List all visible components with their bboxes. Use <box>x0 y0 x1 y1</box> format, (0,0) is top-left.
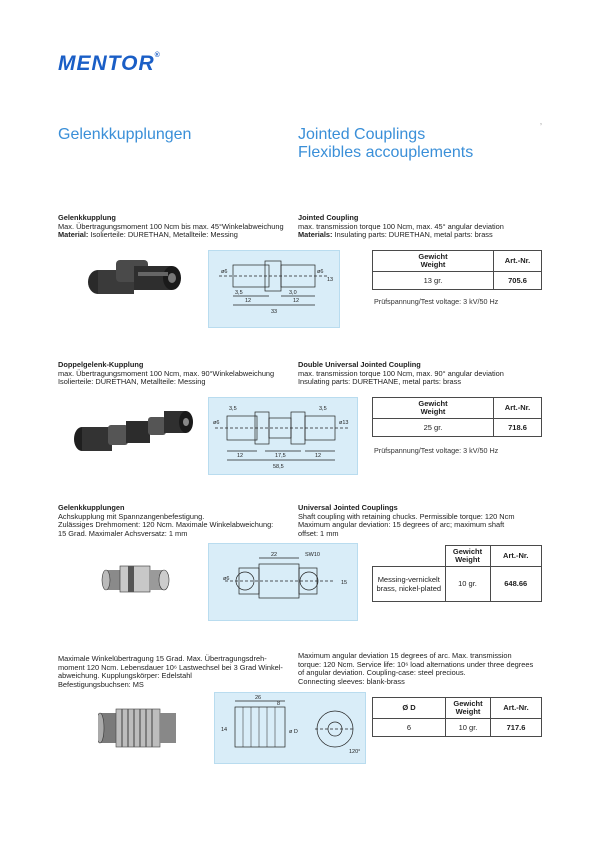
section4-art-header: Art.-Nr. <box>491 698 542 719</box>
section3-text-de <box>58 504 294 538</box>
section1-en-line2 <box>298 231 538 240</box>
section3-dim-height: 15 <box>341 580 348 586</box>
section2-en-line1: max. transmission torque 100 Ncm, max. 90° angular deviation <box>298 368 504 378</box>
section2-diagram <box>208 397 358 475</box>
section3-en-line2: Maximum angular deviation: 15 degrees of arc; maximum shaft <box>298 520 505 530</box>
section2-art-header: Art.-Nr. <box>494 398 542 419</box>
section2-dim-e: 12 <box>315 453 322 459</box>
section2-dim-b: 3,5 <box>319 406 327 412</box>
section1-dim-a: 3,5 <box>235 290 243 296</box>
page-title-en-fr <box>298 126 473 162</box>
section1-dim-c: 12 <box>293 298 300 304</box>
section2-dim-dia1: ø6 <box>213 420 220 426</box>
section4-en-line2: torque: 120 Ncm. Service life: 10⁶ load alternations under three degrees <box>298 659 534 669</box>
section3-weight-header: Gewicht Weight <box>445 546 490 567</box>
brand-registered-mark: ® <box>154 52 161 59</box>
section1-art-value: 705.6 <box>494 272 542 290</box>
section1-de-line1: Max. Übertragungsmoment 100 Ncm bis max. 45°Winkelabweichung <box>58 221 284 231</box>
section3-en-line1: Shaft coupling with retaining chucks. Permissible torque: 120 Ncm <box>298 511 515 521</box>
section3-text-en <box>298 504 538 538</box>
section1-text-en <box>298 214 538 240</box>
page-title-fr: Flexibles accouplements <box>298 144 474 161</box>
section2-weight-value: 25 gr. <box>373 419 494 437</box>
section4-de-line4: Befestigungsbuchsen: MS <box>58 679 144 689</box>
section1-de-line2 <box>58 231 294 240</box>
section4-weight-header: Gewicht Weight <box>446 698 491 719</box>
section3-en-line3: offset: 1 mm <box>298 528 339 538</box>
section3-dim-sw: SW10 <box>305 552 320 558</box>
section2-de-line2: Isolierteile: DURETHAN, Metallteile: Messing <box>58 377 206 387</box>
section2-title-de: Doppelgelenk-Kupplung <box>58 360 144 369</box>
section3-weight-value: 10 gr. <box>445 566 490 601</box>
section1-dim-height: 13 <box>327 277 334 283</box>
section4-dim-angle: 120° <box>349 749 361 755</box>
section4-d-header: Ø D <box>373 698 446 719</box>
section1-art-header: Art.-Nr. <box>494 251 542 272</box>
section1-de-material: Isolierteile: DURETHAN, Metallteile: Messing <box>88 230 238 240</box>
section3-de-line2: Zulässiges Drehmoment: 120 Ncm. Maximale Winkelabweichung: <box>58 520 274 530</box>
section1-title-en: Jointed Coupling <box>298 213 359 222</box>
scan-mark: ʼ <box>540 122 542 132</box>
section1-en-line1: max. transmission torque 100 Ncm, max. 45° angular deviation <box>298 221 504 231</box>
section1-weight-value: 13 gr. <box>373 272 494 290</box>
page-title-en: Jointed Couplings <box>298 126 426 143</box>
section2-test-voltage: Prüfspannung/Test voltage: 3 kV/50 Hz <box>374 446 499 455</box>
section4-dim-length: 26 <box>255 695 262 701</box>
section4-diagram <box>214 692 366 764</box>
section3-spec-table <box>372 545 542 602</box>
section4-dim-height: 14 <box>221 727 228 733</box>
section1-title-de: Gelenkkupplung <box>58 213 116 222</box>
section2-product-photo <box>70 405 195 457</box>
section1-dim-dia2: ø6 <box>317 269 324 275</box>
section1-test-voltage: Prüfspannung/Test voltage: 3 kV/50 Hz <box>374 297 499 306</box>
section3-art-header: Art.-Nr. <box>490 546 542 567</box>
section1-text-de <box>58 214 294 240</box>
section1-en-material: Insulating parts: DURETHAN, metal parts: brass <box>332 230 493 240</box>
section3-header-empty <box>373 546 446 567</box>
page-title-de: Gelenkkupplungen <box>58 126 192 143</box>
section2-en-line2: Insulating parts: DURETHANE, metal parts: brass <box>298 377 462 387</box>
section3-dim-length: 22 <box>271 552 278 558</box>
section4-dim-sleeve: 8 <box>277 701 281 707</box>
section3-de-line1: Achskupplung mit Spannzangenbefestigung. <box>58 511 205 521</box>
section4-en-line1: Maximum angular deviation 15 degrees of arc. Max. transmission <box>298 651 512 660</box>
section4-de-line2: moment 120 Ncm. Lebensdauer 10⁶ Lastwechsel bei 3 Grad Winkel- <box>58 662 283 672</box>
section4-de-line1: Maximale Winkelübertragung 15 Grad. Max. Übertragungsdreh- <box>58 654 267 663</box>
section4-en-line3: of angular deviation. Coupling-case: steel precious. <box>298 668 466 678</box>
section3-title-de: Gelenkkupplungen <box>58 503 125 512</box>
section1-dim-d: 3,0 <box>289 290 297 296</box>
section2-text-en <box>298 361 538 387</box>
section4-de-line3: abweichung. Kupplungskörper: Edelstahl <box>58 671 192 681</box>
section1-de-material-label: Material: <box>58 230 89 240</box>
section3-art-value: 648.66 <box>490 566 542 601</box>
section1-weight-header: Gewicht Weight <box>373 251 494 272</box>
section1-spec-table <box>372 250 542 290</box>
section2-dim-dia2: ø13 <box>339 420 349 426</box>
section1-diagram <box>208 250 340 328</box>
section1-dim-b: 12 <box>245 298 252 304</box>
section2-de-line1: max. Übertragungsmoment 100 Ncm, max. 90°Winkelabweichung <box>58 368 275 378</box>
brand-name: MENTOR <box>58 52 155 75</box>
section3-dim-dia: ø6 <box>223 576 230 582</box>
section3-title-en: Universal Jointed Couplings <box>298 503 398 512</box>
section2-dim-d: 17,5 <box>275 453 286 459</box>
section2-dim-a: 3,5 <box>229 406 237 412</box>
section3-de-line3: 15 Grad. Maximaler Achsversatz: 1 mm <box>58 528 188 538</box>
section1-dim-dia1: ø6 <box>221 269 228 275</box>
section3-diagram <box>208 543 358 621</box>
section4-product-photo <box>98 705 178 751</box>
section4-art-value: 717.6 <box>491 719 542 737</box>
brand-logo <box>58 52 161 76</box>
section4-en-line4: Connecting sleeves: blank-brass <box>298 676 405 686</box>
section2-art-value: 718.6 <box>494 419 542 437</box>
section4-text-de <box>58 655 294 689</box>
section2-dim-total: 58,5 <box>273 464 284 470</box>
section1-dim-total: 33 <box>271 309 278 315</box>
section3-product-photo <box>100 560 172 598</box>
section2-title-en: Double Universal Jointed Coupling <box>298 360 421 369</box>
section1-product-photo <box>80 252 185 304</box>
section2-weight-header: Gewicht Weight <box>373 398 494 419</box>
section1-en-material-label: Materials: <box>298 230 333 240</box>
section2-text-de <box>58 361 294 387</box>
section3-material: Messing-vernickelt brass, nickel-plated <box>373 566 446 601</box>
section4-spec-table <box>372 697 542 737</box>
section4-text-en <box>298 652 543 686</box>
section4-d-value: 6 <box>373 719 446 737</box>
section2-dim-c: 12 <box>237 453 244 459</box>
section4-weight-value: 10 gr. <box>446 719 491 737</box>
section2-spec-table <box>372 397 542 437</box>
section4-dim-diameter: ø D <box>289 729 298 735</box>
